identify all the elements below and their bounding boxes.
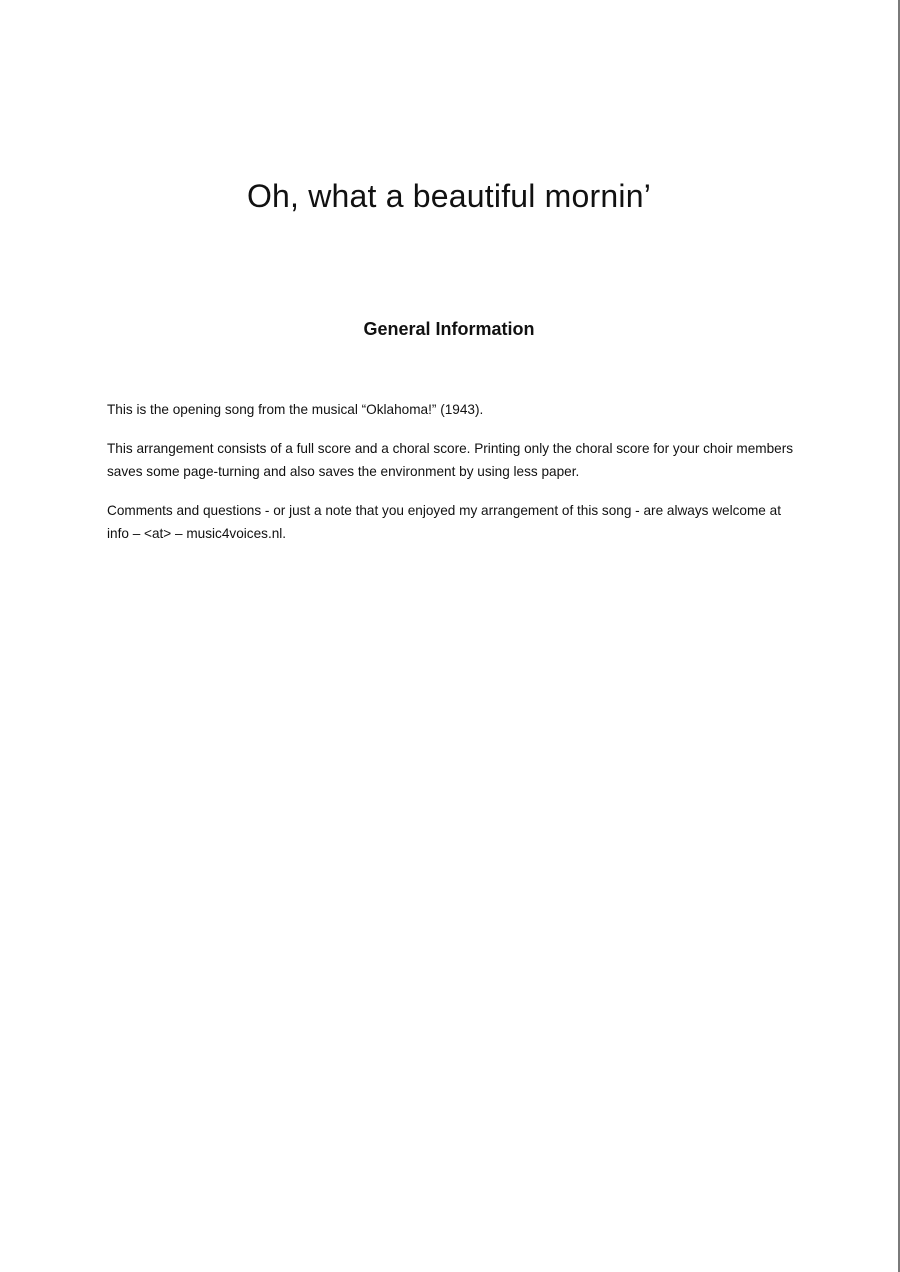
paragraph-intro: This is the opening song from the musical “Oklahoma!” (1943). (107, 402, 484, 417)
paragraph-arrangement: This arrangement consists of a full score and a choral score. Printing only the choral score for your choir members saves some page-turning and also saves the environment by using less paper. (107, 441, 794, 479)
section-heading: General Information (363, 319, 535, 339)
document-title: Oh, what a beautiful mornin’ (246, 178, 652, 214)
paragraph-contact: Comments and questions - or just a note that you enjoyed my arrangement of this song - are always welcome at info – <at> – music4voices.nl. (107, 503, 781, 541)
body-text (107, 398, 797, 561)
